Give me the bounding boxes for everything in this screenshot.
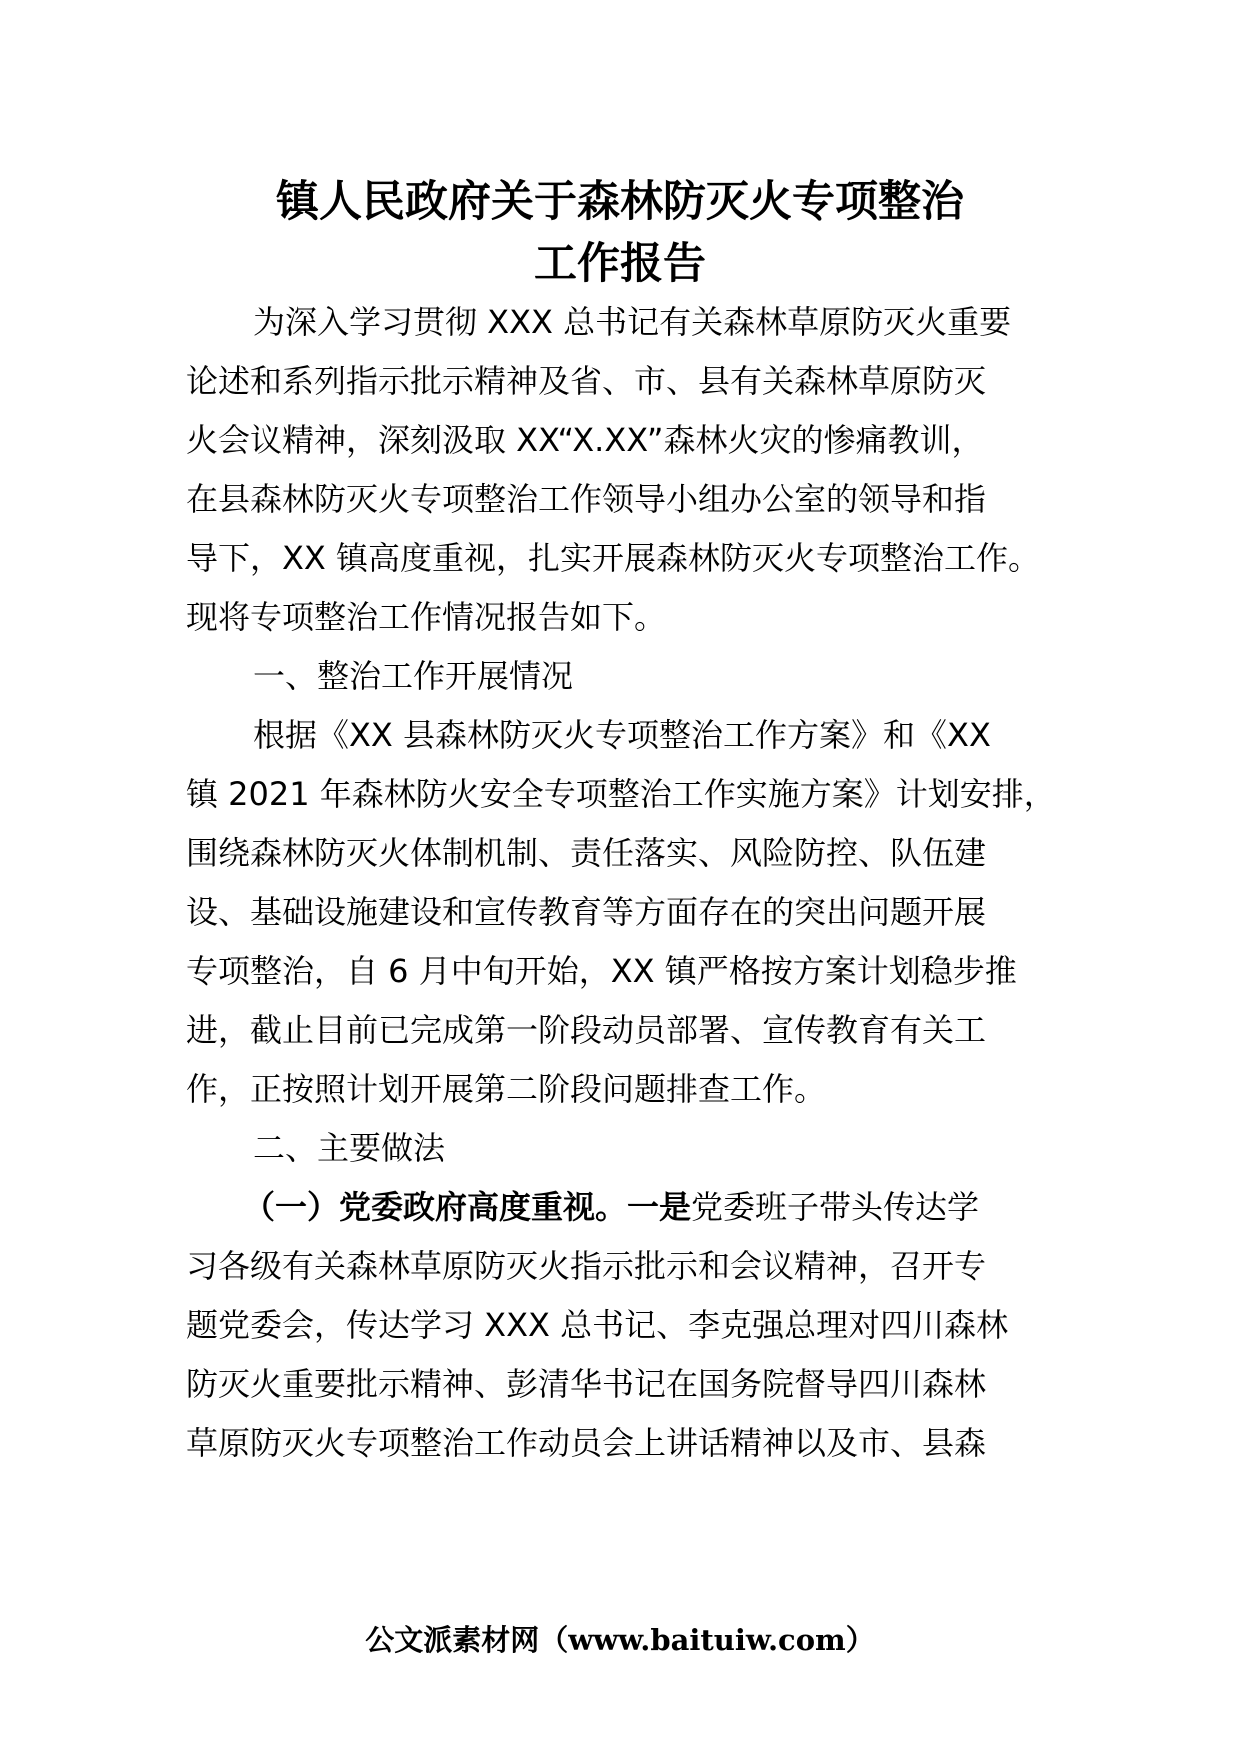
paragraph-line: 根据《XX 县森林防灭火专项整治工作方案》和《XX [253, 716, 991, 754]
document-title-line-2: 工作报告 [534, 239, 706, 289]
paragraph-line: 题党委会，传达学习 XXX 总书记、李克强总理对四川森林 [186, 1306, 1009, 1344]
section-heading-2: 二、主要做法 [253, 1129, 446, 1167]
section-heading-1: 一、整治工作开展情况 [253, 657, 574, 695]
paragraph-line: 进，截止目前已完成第一阶段动员部署、宣传教育有关工 [186, 1011, 987, 1049]
subheading-bold: （一）党委政府高度重视。一是 [243, 1188, 692, 1226]
document-title-line-1: 镇人民政府关于森林防灭火专项整治 [276, 177, 964, 227]
paragraph-line: 在县森林防灭火专项整治工作领导小组办公室的领导和指 [186, 480, 987, 518]
paragraph-line: 防灭火重要批示精神、彭清华书记在国务院督导四川森林 [186, 1365, 987, 1403]
paragraph-line: 习各级有关森林草原防灭火指示批示和会议精神，召开专 [186, 1247, 987, 1285]
paragraph-line: 镇 2021 年森林防火安全专项整治工作实施方案》计划安排， [186, 775, 1056, 813]
paragraph-line: 围绕森林防灭火体制机制、责任落实、风险防控、队伍建 [186, 834, 987, 872]
paragraph-line: 现将专项整治工作情况报告如下。 [186, 598, 667, 636]
paragraph-text: 党委班子带头传达学 [691, 1188, 980, 1226]
paragraph-line: 火会议精神，深刻汲取 XX“X.XX”森林火灾的惨痛教训， [186, 421, 984, 459]
paragraph-line [243, 1187, 1143, 1227]
paragraph-line: 导下，XX 镇高度重视，扎实开展森林防灭火专项整治工作。 [186, 539, 1041, 577]
paragraph-line: 草原防灭火专项整治工作动员会上讲话精神以及市、县森 [186, 1424, 987, 1462]
paragraph-line: 论述和系列指示批示精神及省、市、县有关森林草原防灭 [186, 362, 987, 400]
paragraph-line: 专项整治，自 6 月中旬开始，XX 镇严格按方案计划稳步推 [186, 952, 1017, 990]
paragraph-line: 作，正按照计划开展第二阶段问题排查工作。 [186, 1070, 827, 1108]
paragraph-line: 设、基础设施建设和宣传教育等方面存在的突出问题开展 [186, 893, 987, 931]
footer-watermark-text: 公文派素材网（www.baituiw.com） [365, 1623, 875, 1657]
paragraph-line: 为深入学习贯彻 XXX 总书记有关森林草原防灭火重要 [253, 303, 1012, 341]
